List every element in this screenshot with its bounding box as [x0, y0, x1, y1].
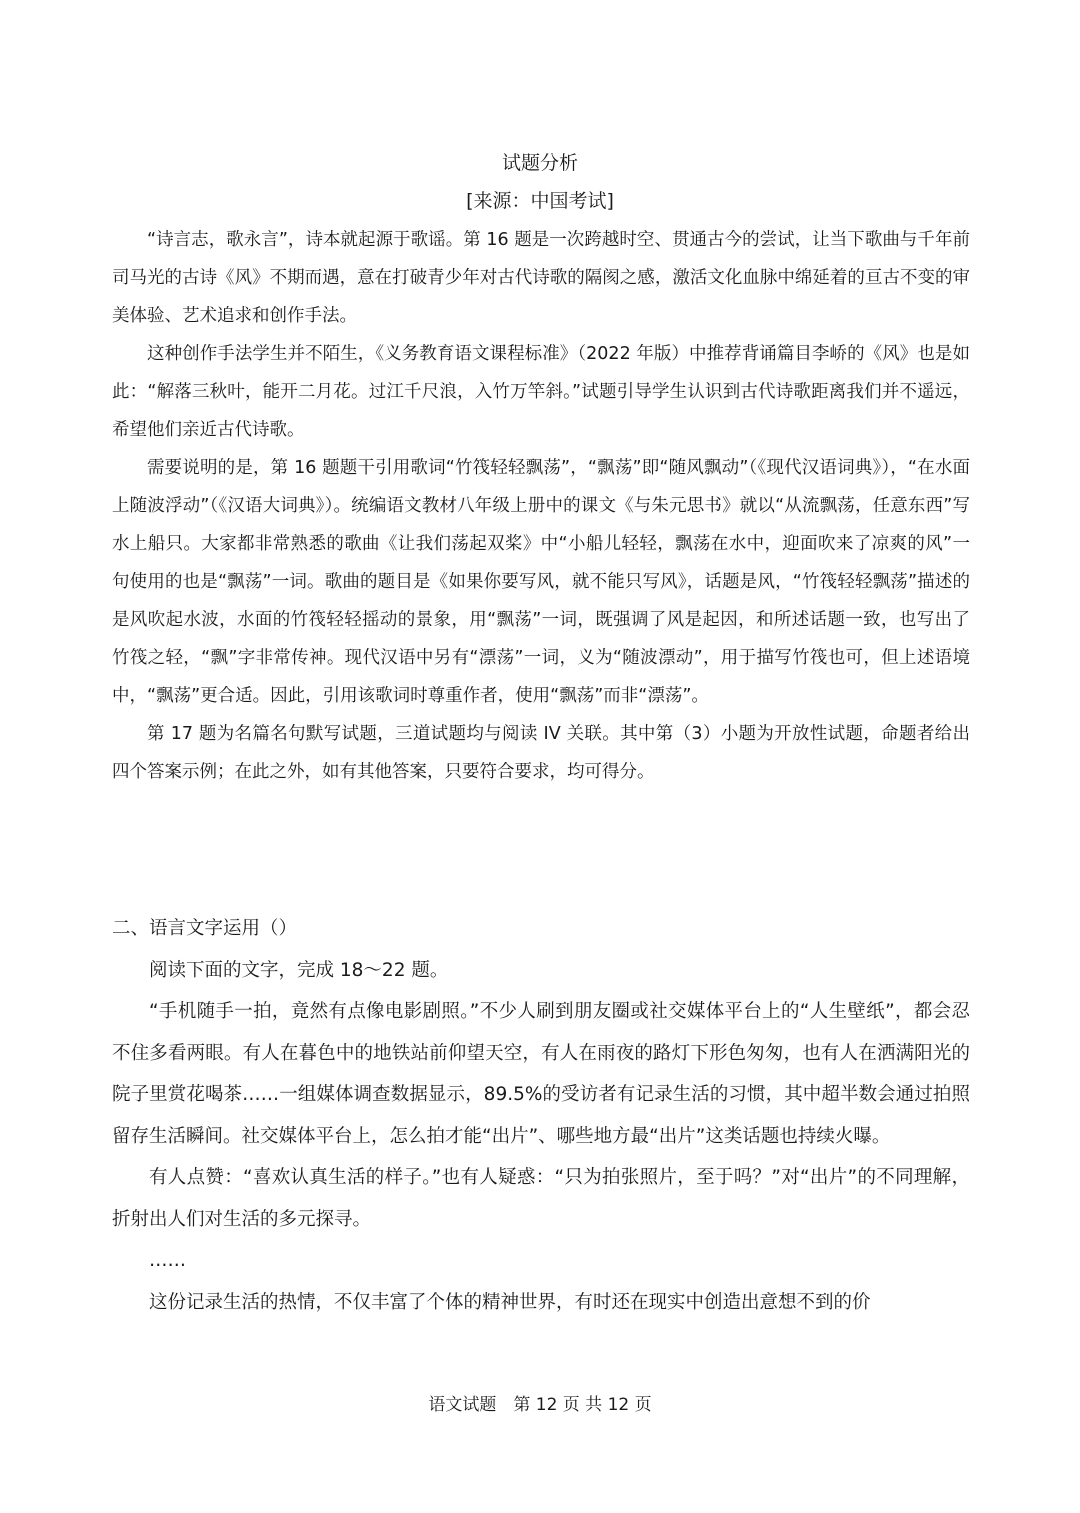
- section-title: 二、语言文字运用（）: [112, 918, 298, 939]
- reading-paragraph: 有人点赞：“喜欢认真生活的样子。”也有人疑惑：“只为拍张照片，至于吗？”对“出片”的不同理解，折射出人们对生活的多元探寻。: [112, 1167, 970, 1230]
- analysis-paragraph: 第 17 题为名篇名句默写试题，三道试题均与阅读 IV 关联。其中第（3）小题为开放性试题，命题者给出四个答案示例；在此之外，如有其他答案，只要符合要求，均可得分。: [112, 724, 970, 782]
- analysis-paragraph: “诗言志，歌永言”，诗本就起源于歌谣。第 16 题是一次跨越时空、贯通古今的尝试，让当下歌曲与千年前司马光的古诗《风》不期而遇，意在打破青少年对古代诗歌的隔阂之感，激活文化血脉中绵延着的亘古不变的审美体验、艺术追求和创作手法。: [112, 230, 970, 326]
- reading-paragraph: “手机随手一拍，竟然有点像电影剧照。”不少人刷到朋友圈或社交媒体平台上的“人生壁纸”，都会忍不住多看两眼。有人在暮色中的地铁站前仰望天空，有人在雨夜的路灯下形色匆匆，也有人在洒满阳光的院子里赏花喝茶……一组媒体调查数据显示，89.5%的受访者有记录生活的习惯，其中超半数会通过拍照留存生活瞬间。社交媒体平台上，怎么拍才能“出片”、哪些地方最“出片”这类话题也持续火曝。: [112, 1001, 970, 1147]
- reading-instruction: 阅读下面的文字，完成 18～22 题。: [149, 959, 449, 981]
- analysis-body: [112, 221, 970, 791]
- page-footer: 语文试题 第 12 页 共 12 页: [428, 1395, 652, 1415]
- analysis-source: [来源：中国考试]: [466, 190, 614, 212]
- analysis-title: 试题分析: [501, 152, 578, 174]
- language-section: [112, 908, 970, 1323]
- reading-paragraph: 这份记录生活的热情，不仅丰富了个体的精神世界，有时还在现实中创造出意想不到的价: [149, 1291, 871, 1313]
- analysis-paragraph: 这种创作手法学生并不陌生，《义务教育语文课程标准》（2022 年版）中推荐背诵篇目李峤的《风》也是如此：“解落三秋叶，能开二月花。过江千尺浪，入竹万竿斜。”试题引导学生认识到古代诗歌距离我们并不遥远，希望他们亲近古代诗歌。: [112, 344, 970, 440]
- analysis-paragraph: 需要说明的是，第 16 题题干引用歌词“竹筏轻轻飘荡”，“飘荡”即“随风飘动”（《现代汉语词典》），“在水面上随波浮动”（《汉语大词典》）。统编语文教材八年级上册中的课文《与朱元思书》就以“从流飘荡，任意东西”写水上船只。大家都非常熟悉的歌曲《让我们荡起双桨》中“小船儿轻轻，飘荡在水中，迎面吹来了凉爽的风”一句使用的也是“飘荡”一词。歌曲的题目是《如果你要写风，就不能只写风》，话题是风，“竹筏轻轻飘荡”描述的是风吹起水波，水面的竹筏轻轻摇动的景象，用“飘荡”一词，既强调了风是起因，和所述话题一致，也写出了竹筏之轻，“飘”字非常传神。现代汉语中另有“漂荡”一词，义为“随波漂动”，用于描写竹筏也可，但上述语境中，“飘荡”更合适。因此，引用该歌词时尊重作者，使用“飘荡”而非“漂荡”。: [112, 458, 970, 706]
- ellipsis-line: ……: [149, 1250, 186, 1271]
